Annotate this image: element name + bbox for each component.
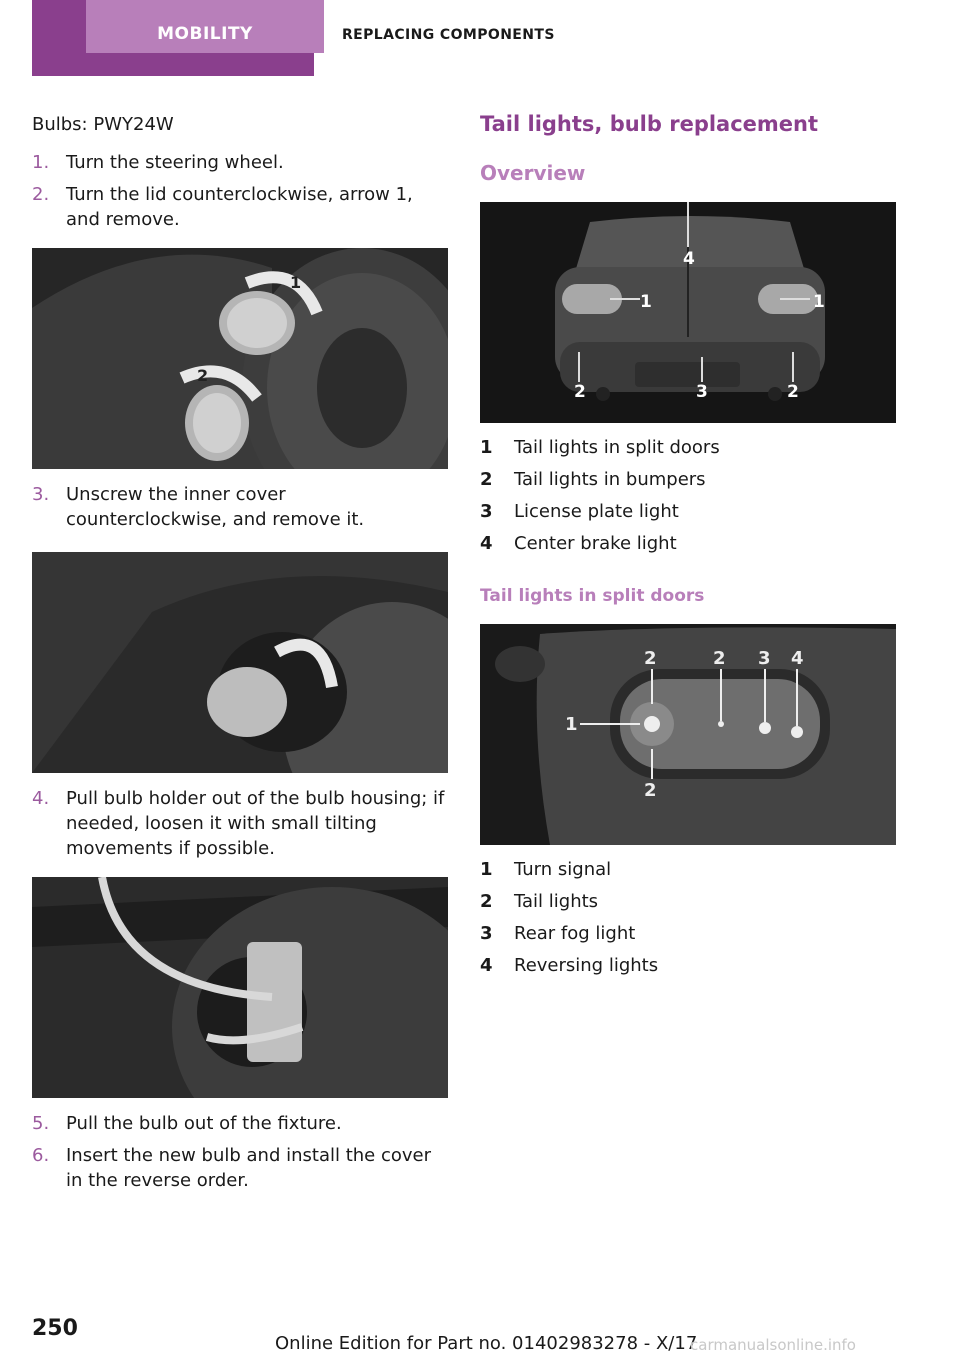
legend-number: 2 <box>480 469 493 490</box>
watermark: carmanualsonline.info <box>690 1336 856 1354</box>
step-item <box>32 182 448 232</box>
rear-car-overview-illustration <box>480 202 896 423</box>
legend-item <box>480 532 896 556</box>
step-list <box>32 786 448 861</box>
split-door-tail-light-illustration <box>480 624 896 845</box>
step-item <box>32 1111 448 1136</box>
overview-callout-2-left: 2 <box>574 382 586 402</box>
split-doors-heading: Tail lights in split doors <box>480 586 705 606</box>
legend-text: License plate light <box>514 501 679 522</box>
overview-heading: Overview <box>480 161 586 185</box>
split-callout-2c: 2 <box>644 780 657 801</box>
step-list <box>32 150 448 232</box>
step-number: 3. <box>32 484 50 505</box>
legend-item <box>480 890 896 914</box>
step-item <box>32 150 448 175</box>
legend-number: 3 <box>480 923 493 944</box>
step-number: 1. <box>32 152 50 173</box>
step-text: Pull bulb holder out of the bulb housing; if needed, loosen it with small tilting movements if possible. <box>66 788 445 859</box>
header-tab-background <box>32 0 314 76</box>
legend-number: 2 <box>480 891 493 912</box>
legend-text: Rear fog light <box>514 923 636 944</box>
legend-item <box>480 858 896 882</box>
legend-item <box>480 922 896 946</box>
fig1-callout-2: 2 <box>197 366 209 385</box>
figure-bulb-holder <box>32 877 448 1098</box>
legend-number: 1 <box>480 859 493 880</box>
right-column <box>480 110 896 986</box>
split-callout-3: 3 <box>758 648 771 669</box>
edition-note: Online Edition for Part no. 01402983278 - X/17 <box>275 1333 698 1354</box>
figure-inner-cover <box>32 552 448 773</box>
overview-callout-1-right: 1 <box>813 292 825 312</box>
legend-text: Tail lights <box>514 891 599 912</box>
figure-overview <box>480 202 896 423</box>
overview-callout-1-left: 1 <box>640 292 652 312</box>
legend-text: Tail lights in split doors <box>514 437 720 458</box>
legend-item <box>480 468 896 492</box>
legend-text: Reversing lights <box>514 955 659 976</box>
figure-lid-removal <box>32 248 448 469</box>
split-callout-2b: 2 <box>713 648 726 669</box>
step-text: Insert the new bulb and install the cover in the reverse order. <box>66 1145 432 1191</box>
legend-text: Turn signal <box>514 859 612 880</box>
step-number: 2. <box>32 184 50 205</box>
step-text: Unscrew the inner cover counterclockwise, and remove it. <box>66 484 365 530</box>
legend-number: 4 <box>480 955 493 976</box>
split-callout-2a: 2 <box>644 648 657 669</box>
step-text: Turn the steering wheel. <box>66 152 284 173</box>
page-number: 250 <box>32 1316 78 1341</box>
legend-number: 1 <box>480 437 493 458</box>
legend-item <box>480 954 896 978</box>
legend-number: 3 <box>480 501 493 522</box>
section-title: Tail lights, bulb replacement <box>480 112 819 136</box>
bulb-holder-illustration <box>32 877 448 1098</box>
step-number: 6. <box>32 1145 50 1166</box>
step-text: Turn the lid counterclockwise, arrow 1, and remove. <box>66 184 413 230</box>
split-callout-1: 1 <box>565 714 578 735</box>
step-item <box>32 1143 448 1193</box>
step-item <box>32 786 448 861</box>
header-tab <box>86 0 324 53</box>
legend-item <box>480 500 896 524</box>
overview-legend <box>480 436 896 556</box>
lid-removal-illustration <box>32 248 448 469</box>
step-number: 5. <box>32 1113 50 1134</box>
fig1-callout-1: 1 <box>290 273 302 292</box>
overview-callout-2-right: 2 <box>787 382 799 402</box>
figure-split-doors <box>480 624 896 845</box>
overview-callout-3: 3 <box>696 382 708 402</box>
overview-callout-4: 4 <box>683 249 695 269</box>
inner-cover-illustration <box>32 552 448 773</box>
chapter-label: MOBILITY <box>157 24 253 44</box>
left-column <box>32 112 448 1200</box>
section-label: REPLACING COMPONENTS <box>342 27 555 43</box>
step-text: Pull the bulb out of the fixture. <box>66 1113 342 1134</box>
legend-text: Tail lights in bumpers <box>514 469 706 490</box>
legend-number: 4 <box>480 533 493 554</box>
split-callout-4: 4 <box>791 648 804 669</box>
legend-text: Center brake light <box>514 533 677 554</box>
legend-item <box>480 436 896 460</box>
step-number: 4. <box>32 788 50 809</box>
split-legend <box>480 858 896 978</box>
step-list <box>32 1111 448 1193</box>
step-list <box>32 482 448 532</box>
bulb-type: Bulbs: PWY24W <box>32 114 174 135</box>
step-item <box>32 482 448 532</box>
